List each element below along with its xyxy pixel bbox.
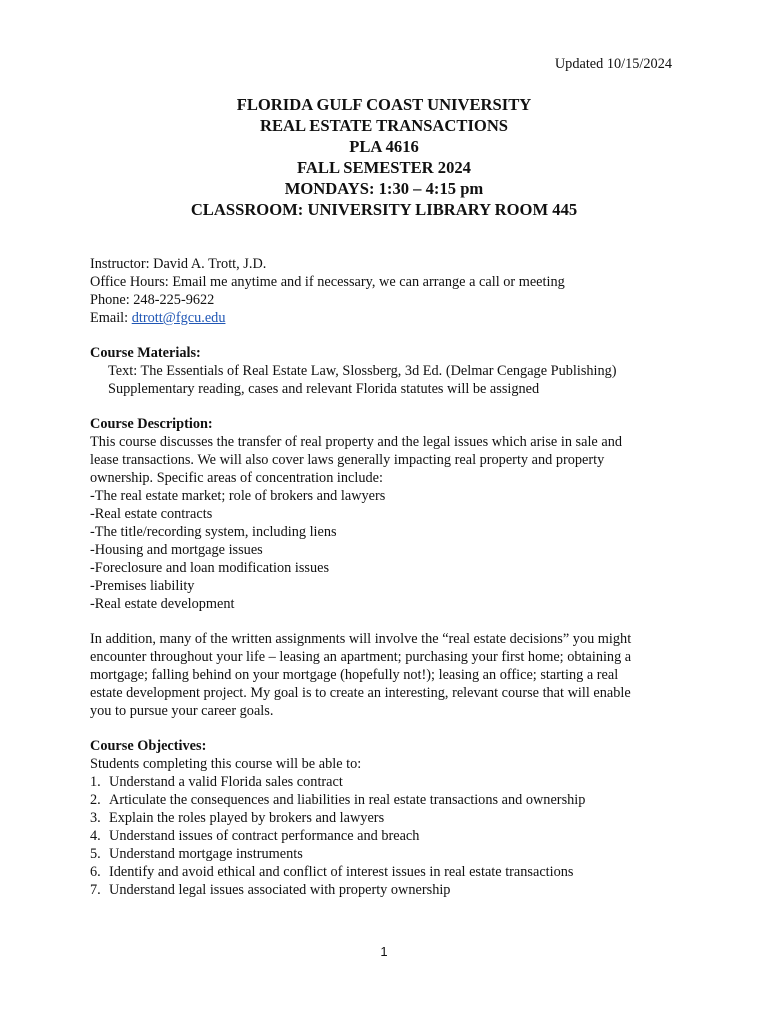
- syllabus-body: [90, 255, 690, 899]
- objective-item: [90, 827, 690, 845]
- objective-text: Explain the roles played by brokers and lawyers: [109, 810, 385, 826]
- semester: FALL SEMESTER 2024: [297, 158, 471, 177]
- updated-date: Updated 10/15/2024: [554, 56, 672, 72]
- office-hours-line: Office Hours: Email me anytime and if necessary, we can arrange a call or meeting: [90, 274, 565, 290]
- course-code: PLA 4616: [349, 137, 419, 156]
- objective-item: [90, 809, 690, 827]
- email-line: [90, 309, 690, 327]
- objective-item: [90, 773, 690, 791]
- description-line: This course discusses the transfer of real property and the legal issues which arise in sale and: [90, 434, 622, 450]
- description-line: lease transactions. We will also cover laws generally impacting real property and property: [90, 452, 605, 468]
- assignments-paragraph-line: you to pursue your career goals.: [90, 703, 274, 719]
- description-title: Course Description:: [90, 416, 213, 432]
- objective-number: 2.: [90, 792, 101, 808]
- page-number: 1: [380, 944, 388, 959]
- assignments-paragraph-line: mortgage; falling behind on your mortgage (hopefully not!); leasing an office; starting a real: [90, 667, 619, 683]
- objective-text: Understand mortgage instruments: [109, 846, 303, 862]
- meeting-time: MONDAYS: 1:30 – 4:15 pm: [284, 179, 484, 198]
- course-heading: [0, 94, 768, 220]
- phone-line: Phone: 248-225-9622: [90, 292, 215, 308]
- objective-text: Articulate the consequences and liabilities in real estate transactions and ownership: [109, 792, 586, 808]
- email-link[interactable]: dtrott@fgcu.edu: [131, 310, 226, 326]
- classroom: CLASSROOM: UNIVERSITY LIBRARY ROOM 445: [190, 200, 578, 219]
- description-line: ownership. Specific areas of concentration include:: [90, 470, 383, 486]
- concentration-item: -Real estate contracts: [90, 506, 213, 522]
- concentration-item: -The title/recording system, including liens: [90, 524, 337, 540]
- objective-text: Identify and avoid ethical and conflict of interest issues in real estate transactions: [109, 864, 574, 880]
- objective-item: [90, 881, 690, 899]
- concentration-item: -The real estate market; role of brokers and lawyers: [90, 488, 386, 504]
- objective-item: [90, 845, 690, 863]
- course-title: REAL ESTATE TRANSACTIONS: [259, 116, 509, 135]
- materials-title: Course Materials:: [90, 345, 201, 361]
- objective-number: 7.: [90, 882, 101, 898]
- email-label: Email:: [90, 310, 132, 326]
- instructor-line: Instructor: David A. Trott, J.D.: [90, 256, 267, 272]
- objective-number: 3.: [90, 810, 101, 826]
- materials-text-item: Text: The Essentials of Real Estate Law, Slossberg, 3d Ed. (Delmar Cengage Publishing): [108, 363, 617, 379]
- objective-item: [90, 791, 690, 809]
- concentration-item: -Housing and mortgage issues: [90, 542, 263, 558]
- objective-number: 6.: [90, 864, 101, 880]
- concentration-item: -Premises liability: [90, 578, 195, 594]
- objectives-title: Course Objectives:: [90, 738, 207, 754]
- assignments-paragraph-line: In addition, many of the written assignments will involve the “real estate decisions” you might: [90, 631, 632, 647]
- concentration-item: -Foreclosure and loan modification issues: [90, 560, 330, 576]
- objective-number: 1.: [90, 774, 101, 790]
- objective-number: 4.: [90, 828, 101, 844]
- objective-text: Understand a valid Florida sales contract: [109, 774, 343, 790]
- objectives-intro: Students completing this course will be able to:: [90, 756, 362, 772]
- objective-text: Understand issues of contract performance and breach: [109, 828, 420, 844]
- materials-supplementary-item: Supplementary reading, cases and relevant Florida statutes will be assigned: [108, 381, 540, 397]
- university-name: FLORIDA GULF COAST UNIVERSITY: [236, 95, 532, 114]
- assignments-paragraph-line: encounter throughout your life – leasing an apartment; purchasing your first home; obtaining a: [90, 649, 632, 665]
- objective-item: [90, 863, 690, 881]
- objective-number: 5.: [90, 846, 101, 862]
- assignments-paragraph-line: estate development project. My goal is to create an interesting, relevant course that will enable: [90, 685, 631, 701]
- concentration-item: -Real estate development: [90, 596, 235, 612]
- objective-text: Understand legal issues associated with property ownership: [109, 882, 451, 898]
